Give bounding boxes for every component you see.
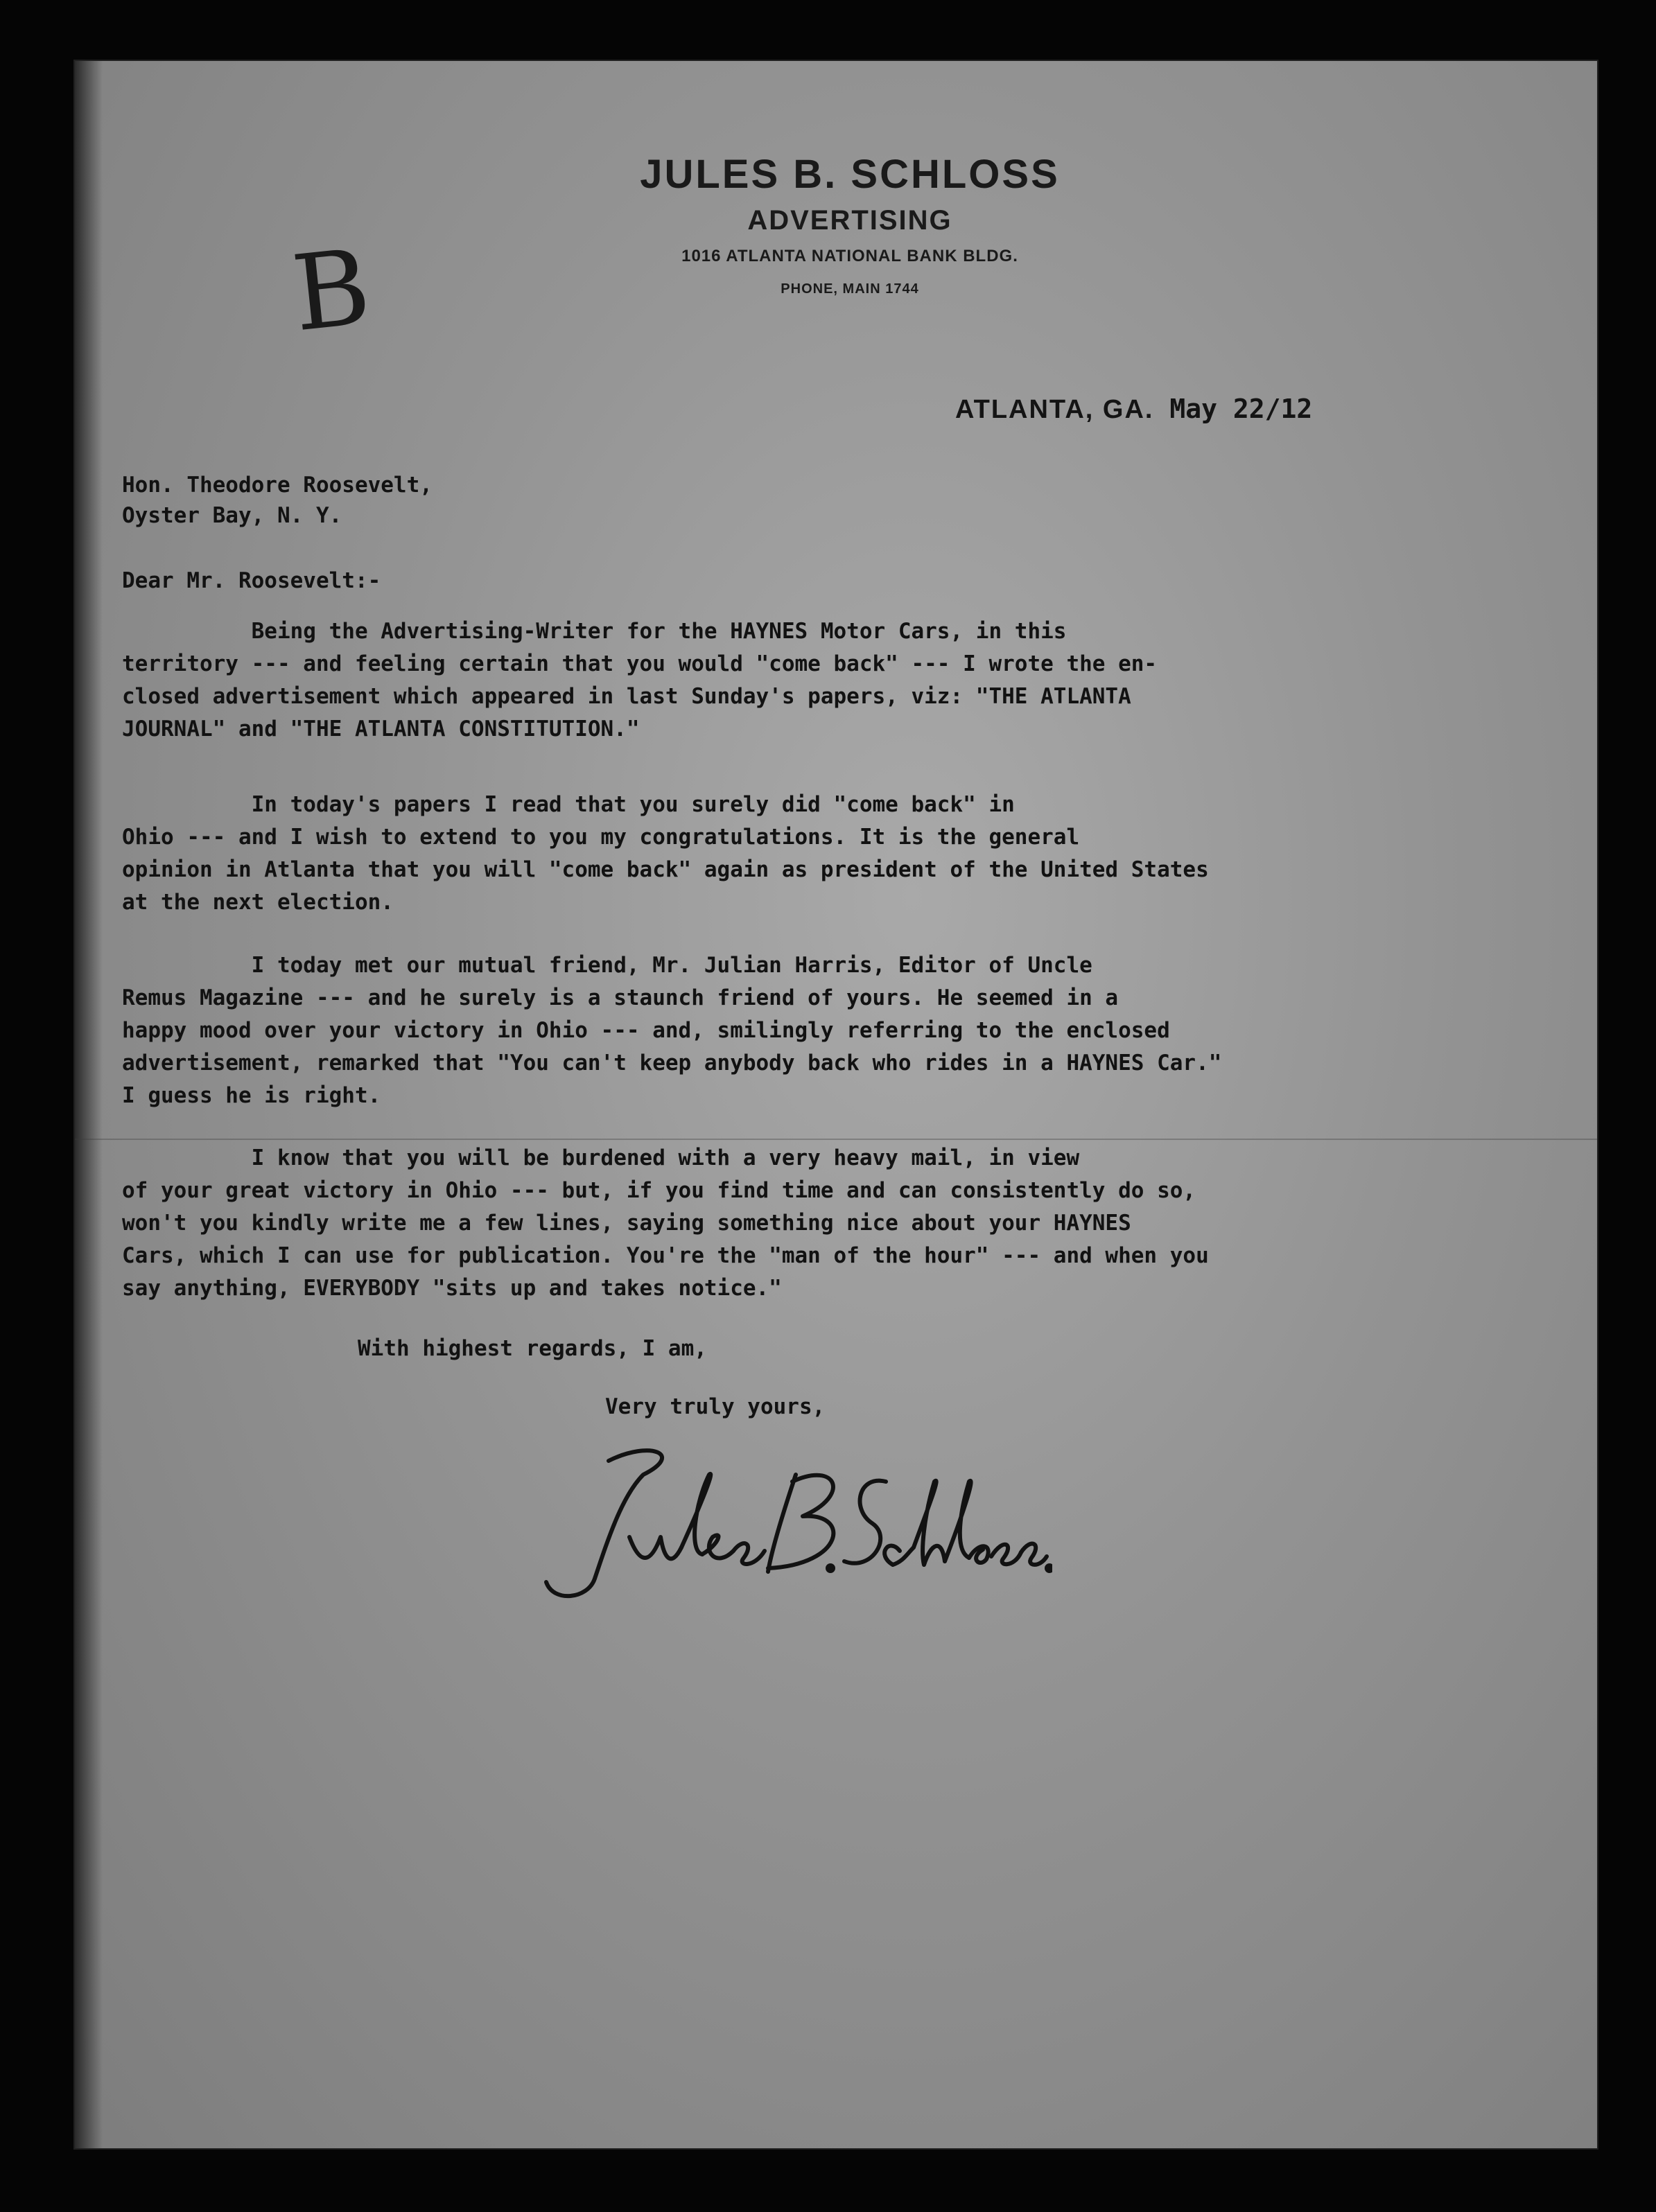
letterhead-address: 1016 ATLANTA NATIONAL BANK BLDG. [681,247,1018,265]
paragraph-line: advertisement, remarked that "You can't keep anybody back who rides in a HAYNES Car." [122,1051,1222,1076]
paragraph-line: Ohio --- and I wish to extend to you my congratulations. It is the general [122,825,1080,850]
paragraph-line: won't you kindly write me a few lines, saying something nice about your HAYNES [122,1211,1131,1236]
paragraph-line: say anything, EVERYBODY "sits up and takes notice." [122,1276,782,1301]
letterhead-phone: PHONE, MAIN 1744 [781,281,919,297]
paragraph-line: of your great victory in Ohio --- but, if you find time and can consistently do so, [122,1178,1196,1203]
paragraph-line: opinion in Atlanta that you will "come back" again as president of the United States [122,857,1209,882]
recipient-name: Hon. Theodore Roosevelt, [122,473,433,498]
paragraph-line: I know that you will be burdened with a very heavy mail, in view [122,1146,1080,1170]
sheet-shadow-edge [75,61,103,2148]
paragraph-line: JOURNAL" and "THE ATLANTA CONSTITUTION." [122,717,640,741]
closing-valediction: Very truly yours, [605,1394,826,1419]
date-line [955,394,1312,425]
letter-sheet [75,61,1597,2148]
body-paragraph-4 [122,1142,1550,1305]
closing-regards: With highest regards, I am, [358,1336,707,1361]
handwritten-signature [525,1433,1052,1613]
date-value: May 22/12 [1169,394,1313,424]
salutation: Dear Mr. Roosevelt:- [122,568,381,593]
paragraph-line: I today met our mutual friend, Mr. Julian Harris, Editor of Uncle [122,953,1092,978]
body-paragraph-1 [122,615,1550,746]
body-paragraph-2 [122,789,1550,919]
body-paragraph-3 [122,949,1550,1112]
date-place: ATLANTA, GA. [955,395,1154,424]
fold-crease [75,1139,1597,1140]
paragraph-line: at the next election. [122,890,394,915]
paragraph-line: In today's papers I read that you surely did "come back" in [122,792,1015,817]
paragraph-line: happy mood over your victory in Ohio --- and, smilingly referring to the enclosed [122,1018,1170,1043]
paragraph-line: closed advertisement which appeared in last Sunday's papers, viz: "THE ATLANTA [122,684,1131,709]
paragraph-line: territory --- and feeling certain that you would "come back" --- I wrote the en- [122,651,1158,676]
letterhead-subtitle: ADVERTISING [747,205,952,236]
paragraph-line: I guess he is right. [122,1083,381,1108]
handwritten-file-mark: B [287,227,376,356]
paragraph-line: Remus Magazine --- and he surely is a staunch friend of yours. He seemed in a [122,985,1119,1010]
paragraph-line: Being the Advertising-Writer for the HAYNES Motor Cars, in this [122,619,1067,644]
paragraph-line: Cars, which I can use for publication. You're the "man of the hour" --- and when you [122,1243,1209,1268]
letterhead-name: JULES B. SCHLOSS [640,152,1060,197]
recipient-address: Oyster Bay, N. Y. [122,503,342,528]
